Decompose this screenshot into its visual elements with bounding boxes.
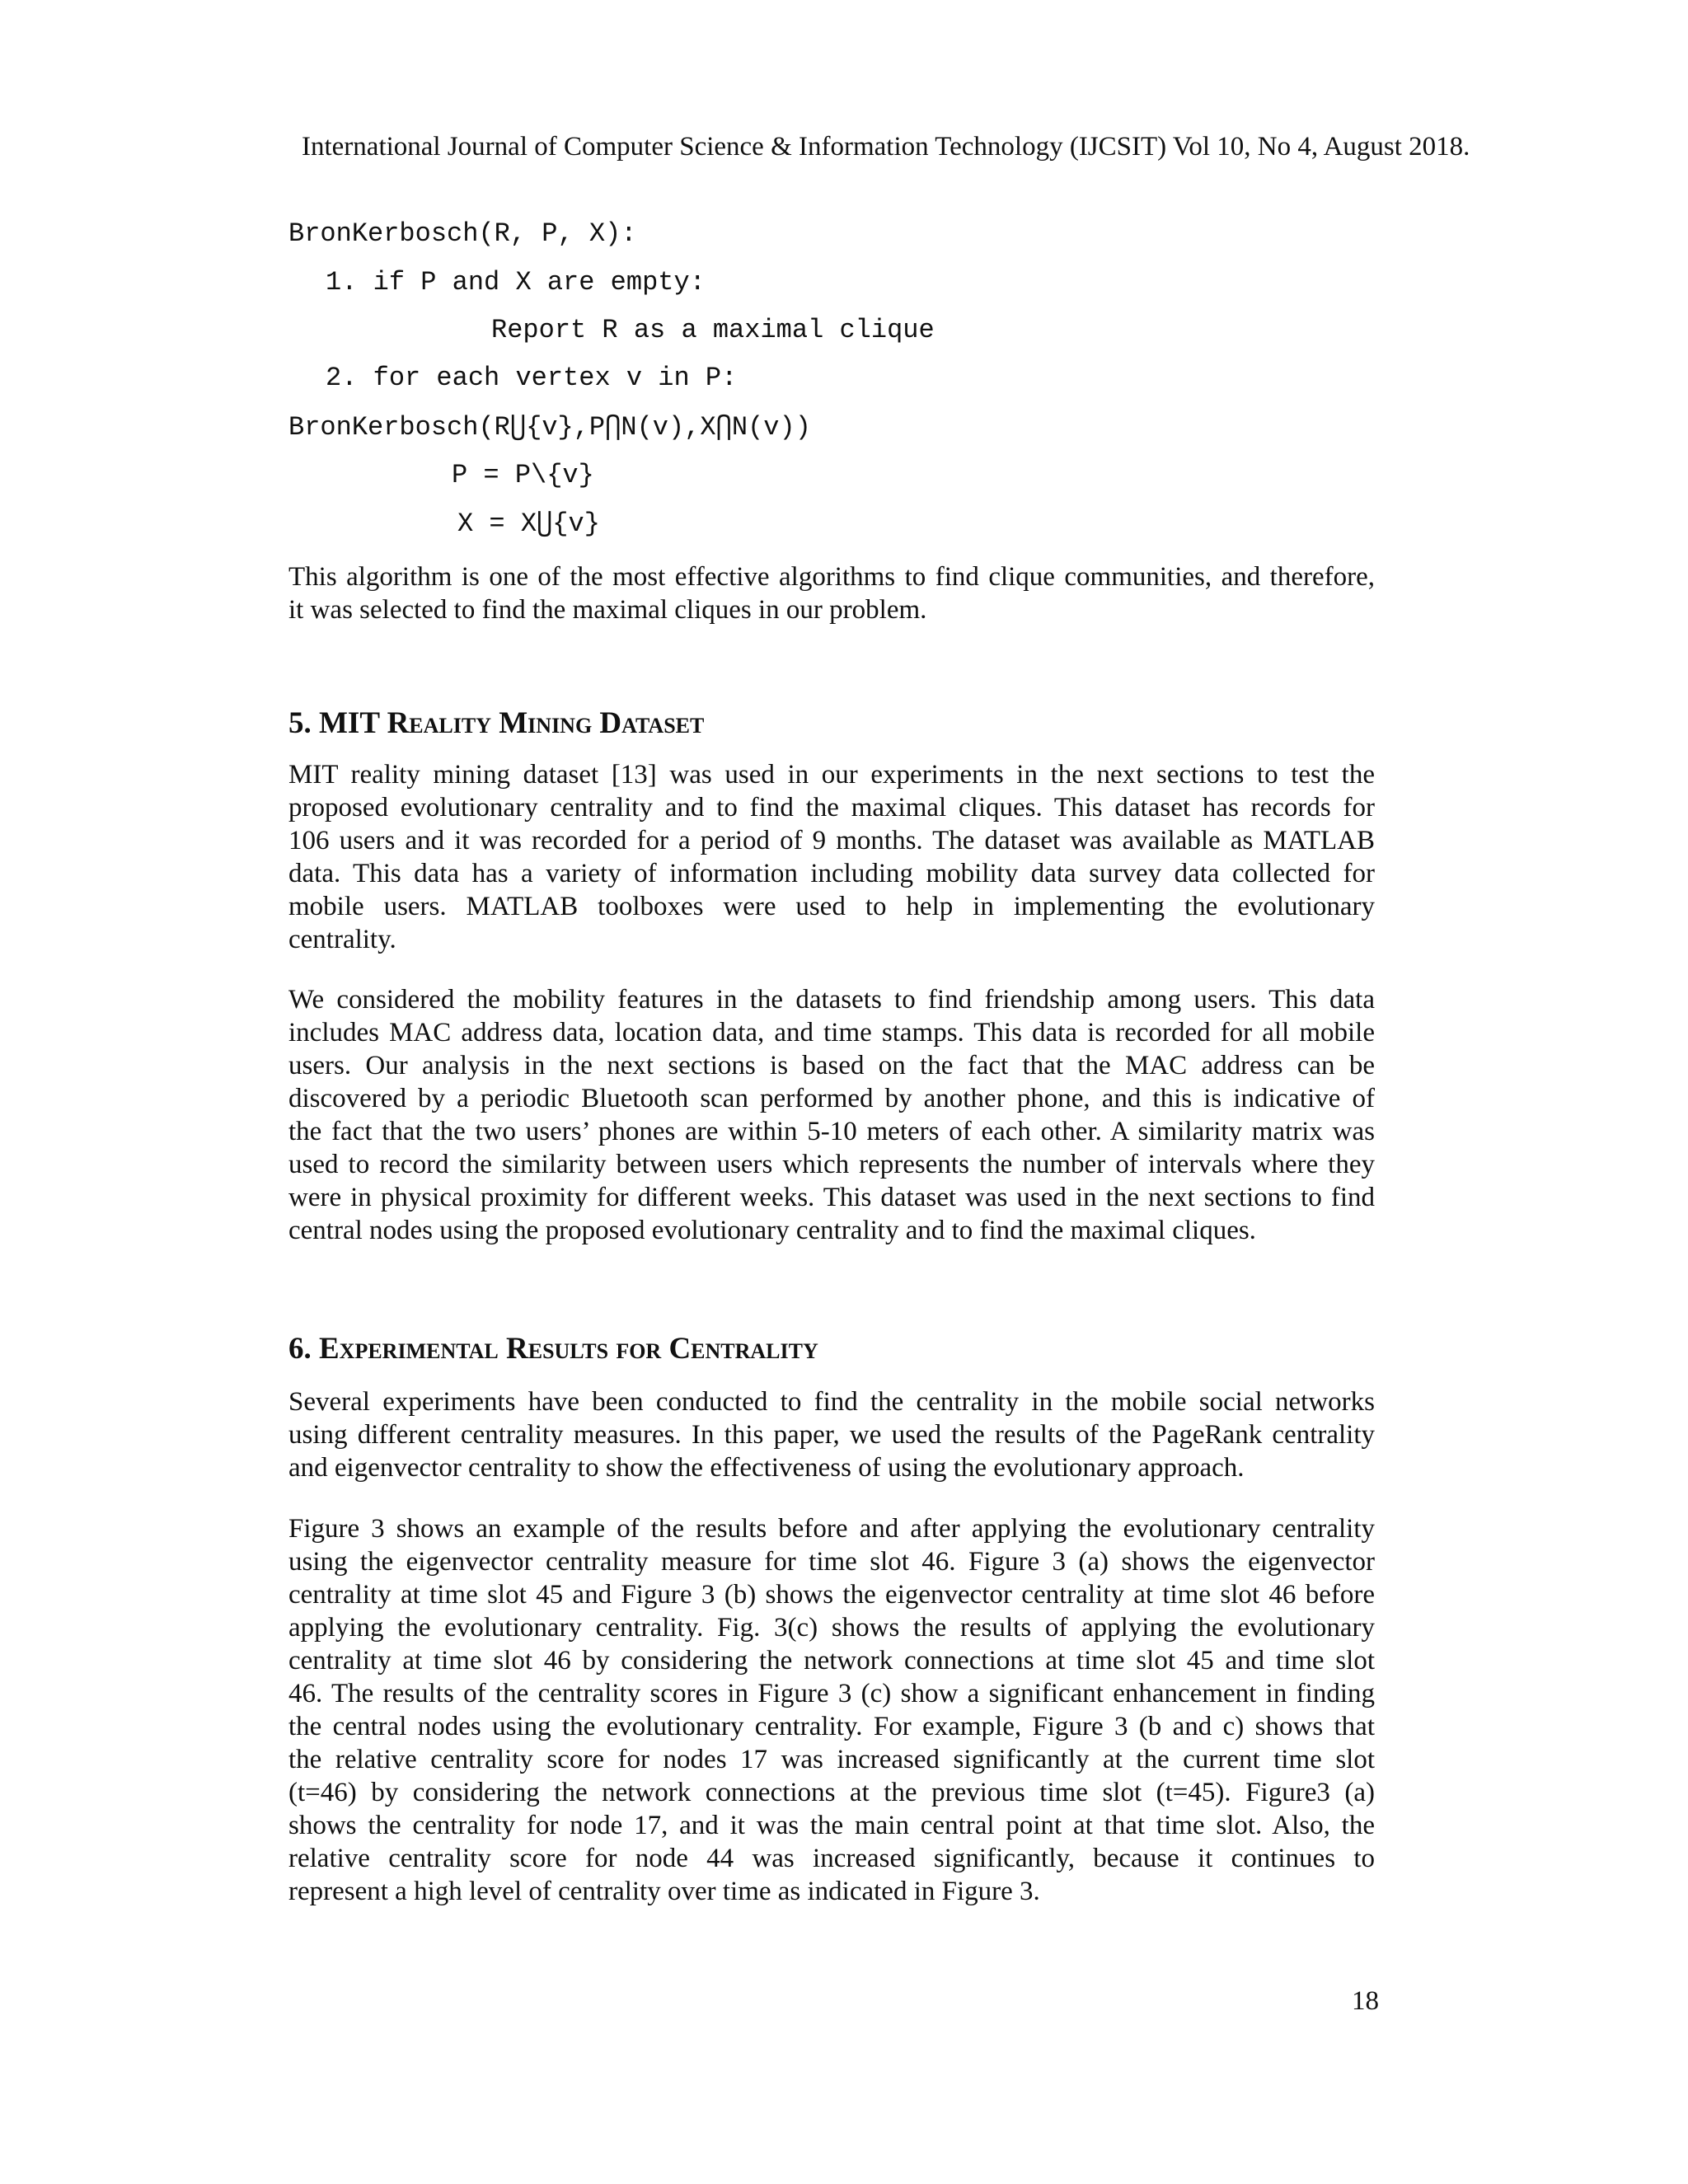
text-line: the central nodes using the evolutionary centrality. For example, Figure 3 (b and c) shows that [288, 1712, 1375, 1741]
text-line: Figure 3 shows an example of the results before and after applying the evolutionary centrality [288, 1514, 1375, 1544]
algorithm-line: 1. if P and X are empty: [326, 267, 706, 298]
text-line: using different centrality measures. In this paper, we used the results of the PageRank centrality [288, 1420, 1375, 1450]
text-line: relative centrality score for node 44 was increased significantly, because it continues to [288, 1844, 1375, 1873]
text-line: the fact that the two users’ phones are within 5-10 meters of each other. A similarity matrix was [288, 1117, 1375, 1146]
text-line: centrality at time slot 45 and Figure 3 (b) shows the eigenvector centrality at time slot 46 before [288, 1580, 1375, 1610]
page-number: 18 [1352, 1986, 1379, 2016]
text-line: proposed evolutionary centrality and to find the maximal cliques. This dataset has records for [288, 793, 1375, 823]
section-6-heading [288, 1331, 818, 1366]
section-number: 5. [288, 706, 319, 740]
text-line: (t=46) by considering the network connections at the previous time slot (t=45). Figure3 (a) [288, 1778, 1375, 1807]
text-line: used to record the similarity between users which represents the number of intervals where they [288, 1150, 1375, 1179]
algorithm-line: X = X⋃{v} [457, 509, 600, 539]
text-line: shows the centrality for node 17, and it was the main central point at that time slot. Also, the [288, 1811, 1375, 1840]
text-line: Several experiments have been conducted to find the centrality in the mobile social networks [288, 1387, 1375, 1417]
algorithm-line: BronKerbosch(R⋃{v},P⋂N(v),X⋂N(v)) [288, 412, 811, 443]
section-title: MIT Reality Mining Dataset [319, 706, 705, 740]
text-line: using the eigenvector centrality measure for time slot 46. Figure 3 (a) shows the eigenvector [288, 1547, 1375, 1577]
algorithm-line: 2. for each vertex v in P: [326, 363, 738, 393]
section-title: Experimental Results for Centrality [319, 1332, 818, 1366]
algorithm-line: BronKerbosch(R, P, X): [288, 218, 637, 249]
text-line: users. Our analysis in the next sections is based on the fact that the MAC address can be [288, 1051, 1375, 1080]
text-line: represent a high level of centrality over time as indicated in Figure 3. [288, 1877, 1040, 1906]
algorithm-line: Report R as a maximal clique [491, 315, 935, 345]
text-line: 106 users and it was recorded for a period of 9 months. The dataset was available as MATLAB [288, 826, 1375, 855]
text-line: 46. The results of the centrality scores in Figure 3 (c) show a significant enhancement in finding [288, 1679, 1375, 1708]
section-5-paragraph-1 [288, 758, 1375, 956]
text-line: mobile users. MATLAB toolboxes were used to help in implementing the evolutionary [288, 892, 1375, 921]
text-line: We considered the mobility features in the datasets to find friendship among users. This data [288, 985, 1375, 1015]
text-line: applying the evolutionary centrality. Fig. 3(c) shows the results of applying the evolutionary [288, 1613, 1375, 1643]
text-line: discovered by a periodic Bluetooth scan performed by another phone, and this is indicative of [288, 1084, 1375, 1113]
section-5-heading [288, 705, 704, 741]
algorithm-description-paragraph [288, 560, 1375, 626]
algorithm-line: P = P\{v} [452, 460, 594, 490]
text-line: and eigenvector centrality to show the effectiveness of using the evolutionary approach. [288, 1453, 1245, 1483]
section-6-paragraph-2 [288, 1512, 1375, 1908]
text-line: it was selected to find the maximal cliques in our problem. [288, 595, 927, 625]
text-line: This algorithm is one of the most effective algorithms to find clique communities, and therefore, [288, 562, 1375, 592]
section-number: 6. [288, 1332, 319, 1366]
running-header: International Journal of Computer Science & Information Technology (IJCSIT) Vol 10, No 4, August 2018. [302, 132, 1470, 162]
text-line: MIT reality mining dataset [13] was used in our experiments in the next sections to test the [288, 760, 1375, 790]
text-line: includes MAC address data, location data, and time stamps. This data is recorded for all mobile [288, 1018, 1375, 1047]
section-6-paragraph-1 [288, 1385, 1375, 1484]
text-line: central nodes using the proposed evolutionary centrality and to find the maximal cliques. [288, 1216, 1256, 1245]
text-line: the relative centrality score for nodes 17 was increased significantly at the current time slot [288, 1745, 1375, 1774]
text-line: were in physical proximity for different weeks. This dataset was used in the next sections to find [288, 1183, 1375, 1212]
text-line: data. This data has a variety of information including mobility data survey data collected for [288, 859, 1375, 888]
text-line: centrality at time slot 46 by considering the network connections at time slot 45 and time slot [288, 1646, 1375, 1675]
section-5-paragraph-2 [288, 983, 1375, 1247]
text-line: centrality. [288, 925, 396, 954]
